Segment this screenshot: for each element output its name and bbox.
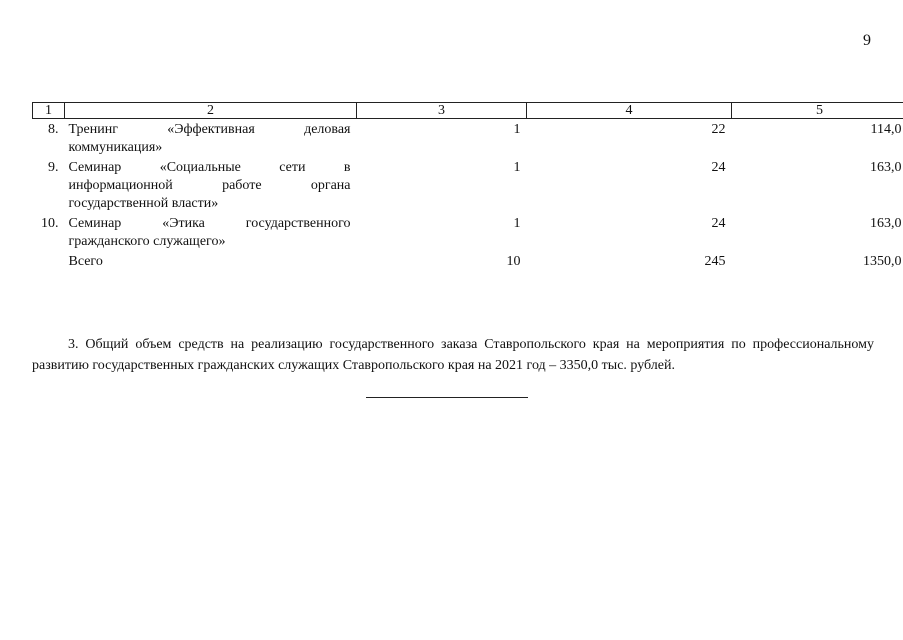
total-row-number [33, 251, 65, 271]
participants-count: 24 [711, 160, 726, 175]
event-name: Семинар «Социальные сети в информационной работе органа государственной власти» [68, 160, 351, 211]
amount: 114,0 [870, 122, 902, 137]
page-number: 9 [863, 32, 871, 49]
total-row [33, 251, 903, 271]
total-events-count: 10 [506, 254, 521, 269]
total-amount: 1350,0 [863, 254, 902, 269]
amount: 163,0 [870, 160, 902, 175]
event-name: Тренинг «Эффективная деловая коммуникация» [68, 122, 351, 155]
events-count: 1 [513, 160, 521, 175]
table-row [33, 119, 903, 158]
row-number: 10. [41, 216, 59, 231]
column-header-1: 1 [33, 103, 65, 119]
participants-count: 22 [711, 122, 726, 137]
row-number: 8. [48, 122, 59, 137]
amount: 163,0 [870, 216, 902, 231]
participants-count: 24 [711, 216, 726, 231]
column-header-2: 2 [65, 103, 357, 119]
total-participants-count: 245 [704, 254, 726, 269]
funding-paragraph: 3. Общий объем средств на реализацию государственного заказа Ставропольского края на мероприятия по профессиональному развитию государственных гражданских служащих Ставропольского края на 2021 год – 3350,0 тыс. рублей. [32, 337, 874, 373]
total-label: Всего [68, 254, 103, 269]
events-count: 1 [513, 122, 521, 137]
column-header-5: 5 [732, 103, 903, 119]
table-header-row [33, 103, 903, 119]
events-table [32, 102, 903, 271]
table-row [33, 157, 903, 213]
table-row [33, 213, 903, 251]
end-divider [366, 397, 528, 398]
row-number: 9. [48, 160, 59, 175]
column-header-3: 3 [357, 103, 527, 119]
events-count: 1 [513, 216, 521, 231]
column-header-4: 4 [527, 103, 732, 119]
event-name: Семинар «Этика государственного гражданского служащего» [68, 216, 351, 249]
